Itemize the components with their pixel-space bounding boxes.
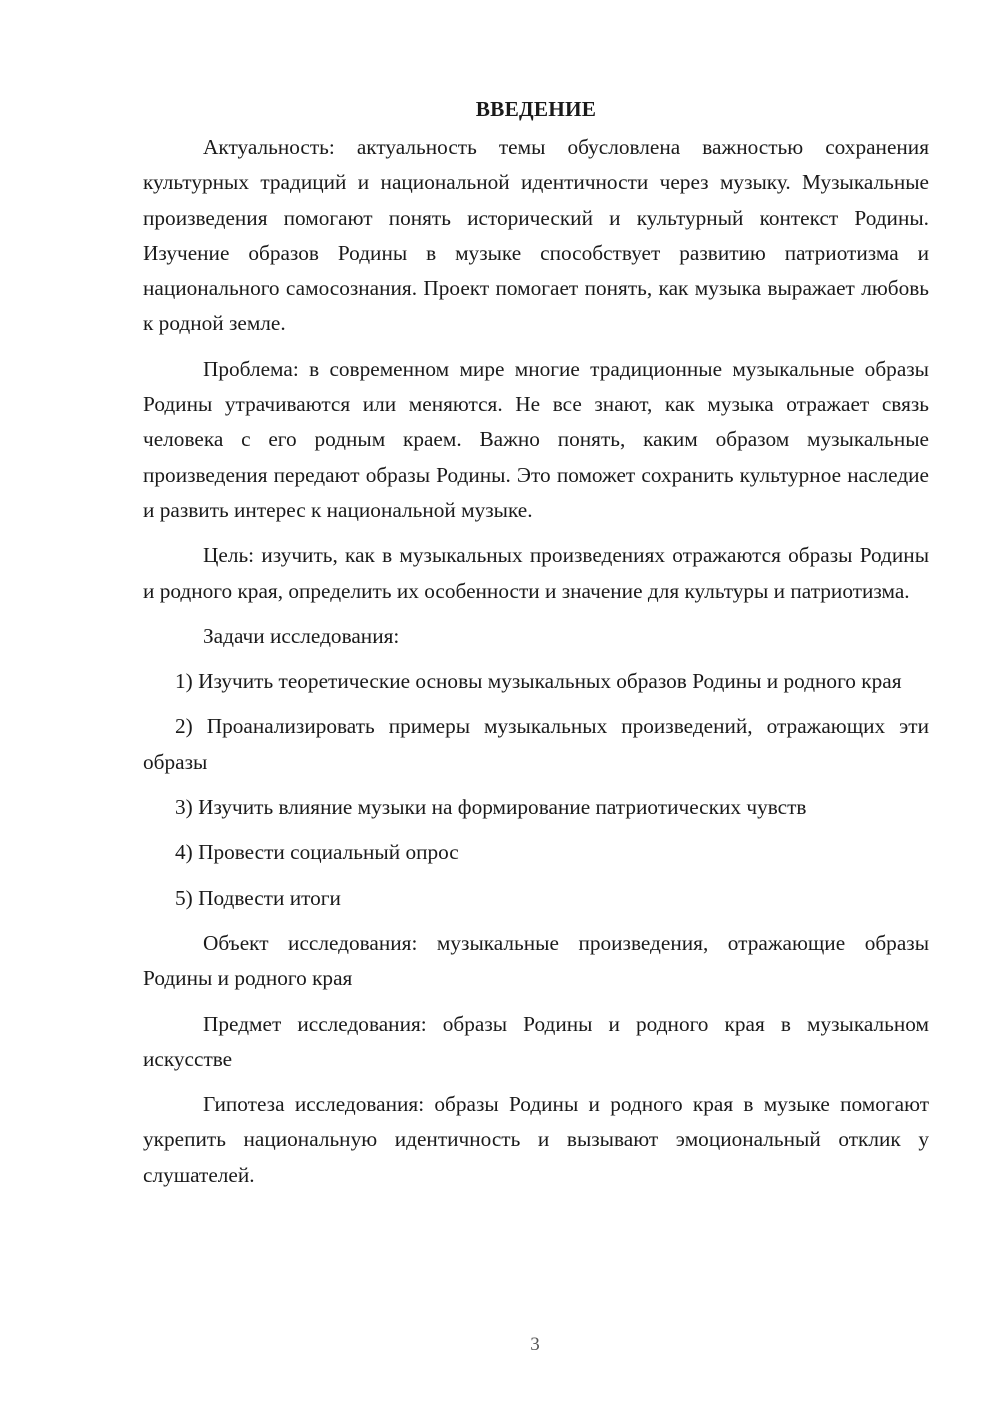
hypothesis-paragraph: Гипотеза исследования: образы Родины и родного края в музыке помогают укрепить национальную идентичность и вызывают эмоциональный отклик у слушателей. [143,1092,929,1187]
page-number: 3 [530,1334,540,1355]
tasks-heading: Задачи исследования: [203,623,400,648]
task-item-5: 5) Подвести итоги [175,885,341,910]
relevance-paragraph: Актуальность: актуальность темы обусловлена важностью сохранения культурных традиций и национальной идентичности через музыку. Музыкальные произведения помогают понять исторический и культурный контекст Родины. Изучение образов Родины в музыке способствует развитию патриотизма и национального самосознания. Проект помогает понять, как музыка выражает любовь к родной земле. [143,135,929,336]
task-item-2: 2) Проанализировать примеры музыкальных произведений, отражающих эти образы [143,714,929,774]
goal-paragraph: Цель: изучить, как в музыкальных произведениях отражаются образы Родины и родного края, определить их особенности и значение для культуры и патриотизма. [143,543,929,603]
object-paragraph: Объект исследования: музыкальные произведения, отражающие образы Родины и родного края [143,930,929,991]
subject-paragraph: Предмет исследования: образы Родины и родного края в музыкальном искусстве [143,1011,929,1071]
task-item-4: 4) Провести социальный опрос [175,840,459,865]
task-item-1: 1) Изучить теоретические основы музыкальных образов Родины и родного края [175,669,902,694]
section-title: ВВЕДЕНИЕ [475,97,597,121]
task-item-3: 3) Изучить влияние музыки на формирование патриотических чувств [175,795,807,820]
problem-paragraph: Проблема: в современном мире многие традиционные музыкальные образы Родины утрачиваются или меняются. Не все знают, как музыка отражает связь человека с его родным краем. Важно понять, каким образом музыкальные произведения передают образы Родины. Это поможет сохранить культурное наследие и развить интерес к национальной музыке. [143,356,929,522]
document-page [143,92,929,1203]
